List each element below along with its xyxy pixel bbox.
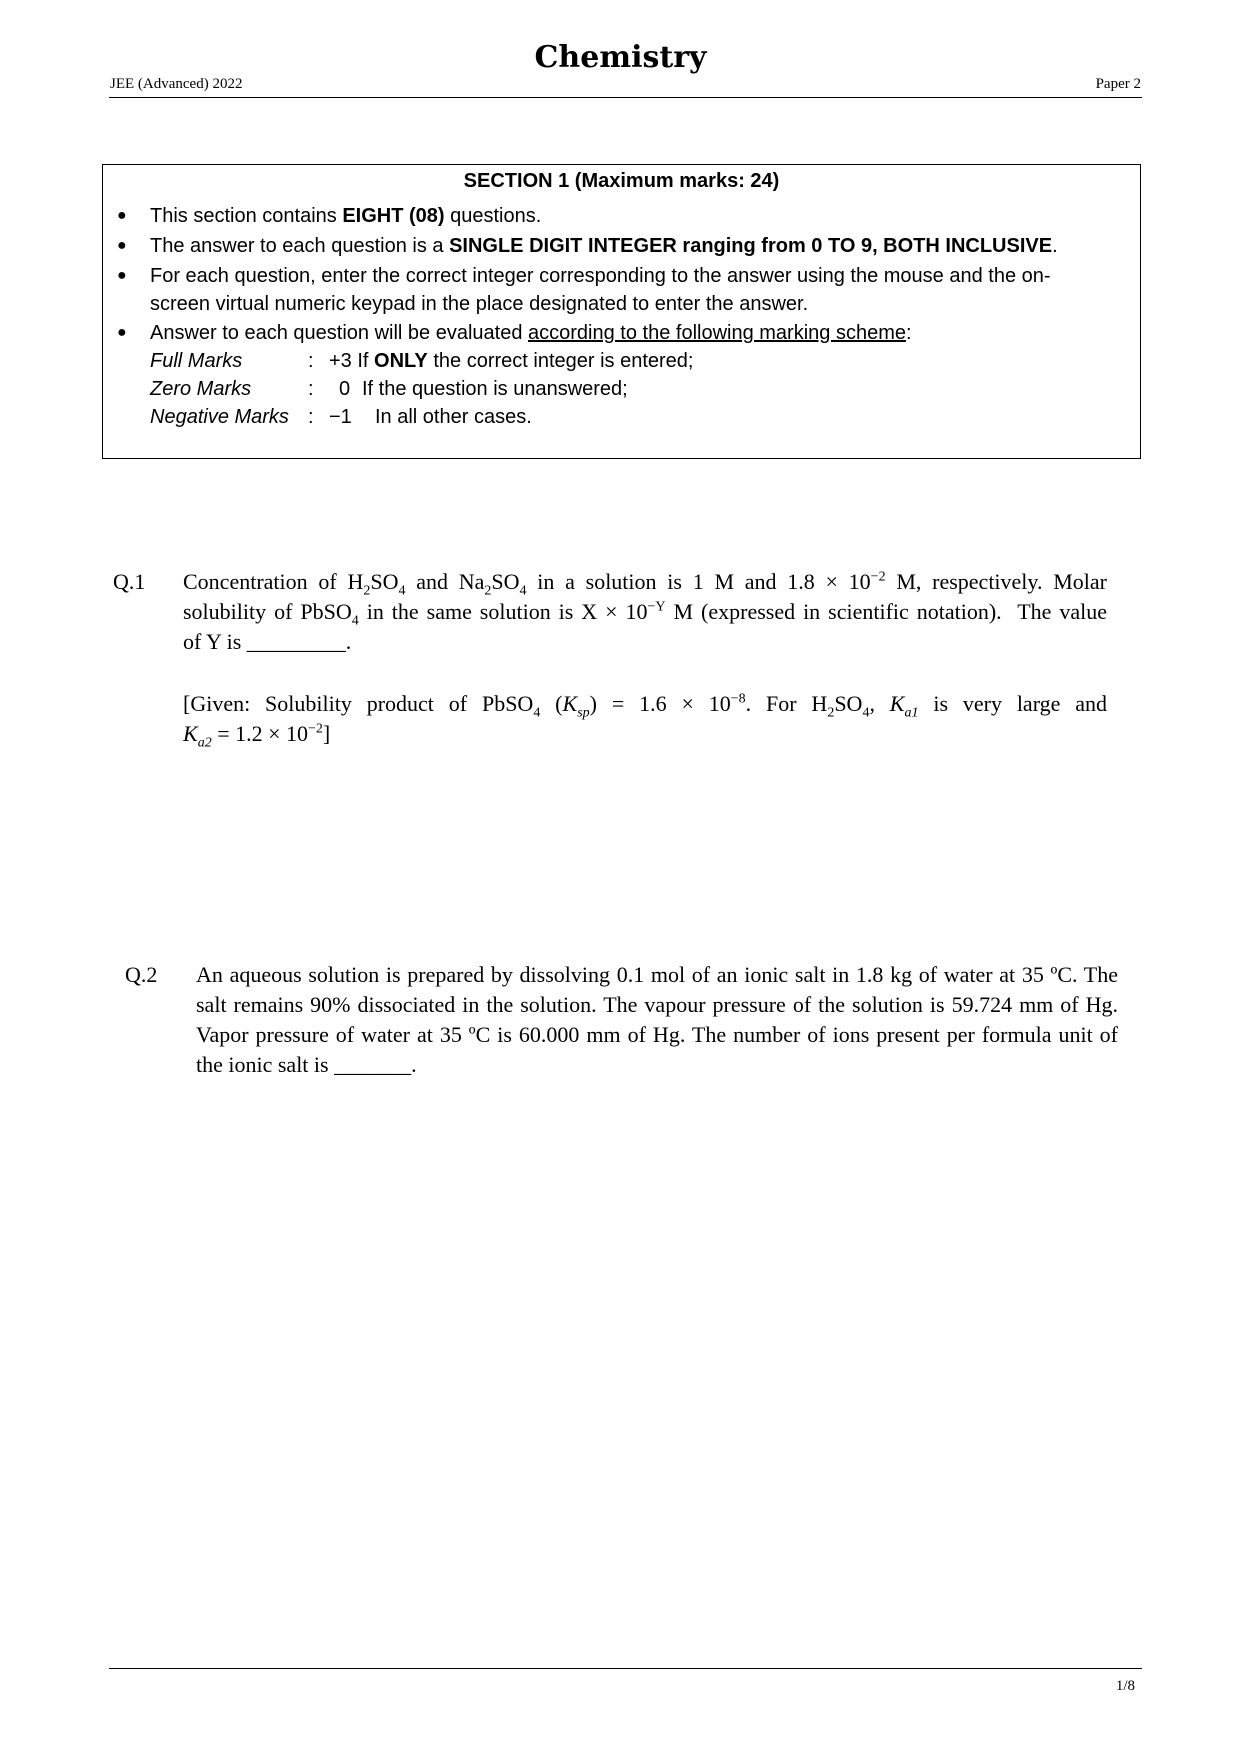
section-title: SECTION 1 (Maximum marks: 24) [463, 170, 780, 192]
bullet-icon: ● [117, 237, 127, 254]
scheme-colon: : [308, 378, 314, 400]
scheme-label-zero: Zero Marks [150, 378, 252, 400]
scheme-label-full: Full Marks [150, 350, 243, 372]
page-number: 1/8 [1115, 1678, 1135, 1694]
scheme-colon: : [308, 406, 314, 428]
question-1-text: Concentration of $H_2SO_4$ and $Na_2SO_4$ in a solution is 1 M and $1.8 \times 10^{-2}$ M, respectively. Molar solubility of PbSO$_4$ in the same solution is $X \times 10^{-Y}$ M (expressed in scientific notation). The value of Y is _________. [183, 569, 1108, 654]
scheme-label-negative: Negative Marks [150, 406, 289, 428]
instruction-line: Answer to each question will be evaluated according to the following marking scheme: [150, 322, 912, 344]
header-divider [109, 97, 1142, 98]
bullet-icon: ● [117, 207, 127, 224]
paper-number: Paper 2 [1095, 76, 1141, 92]
section-instructions-box [102, 164, 1141, 459]
scheme-text-zero: If the question is unanswered; [362, 378, 628, 400]
question-number: Q.2 [125, 962, 158, 987]
page-title: Chemistry [534, 40, 707, 75]
answer-blank: _________ [246, 629, 346, 654]
exam-name: JEE (Advanced) 2022 [110, 76, 243, 92]
scheme-colon: : [308, 350, 314, 372]
scheme-value-full: +3 If ONLY the correct integer is entered; [329, 350, 694, 372]
scheme-value-negative: −1 [329, 406, 352, 428]
scheme-text-negative: In all other cases. [375, 406, 532, 428]
question-number: Q.1 [113, 569, 146, 594]
scheme-value-zero: 0 [339, 378, 351, 400]
question-1-given: [Given: Solubility product of PbSO$_4$ $(K_{sp}) = 1.6 \times 10^{-8}$. For $H_2SO_4$, $K_{a1}$ is very large and $K_{a2} = 1.2 \times 10^{-2}$] [183, 691, 1108, 751]
instruction-line: This section contains EIGHT (08) questions. [150, 205, 542, 227]
instruction-line: The answer to each question is a SINGLE DIGIT INTEGER ranging from 0 TO 9, BOTH INCLUSIVE. [150, 235, 1058, 257]
bullet-icon: ● [117, 324, 127, 341]
instruction-line: screen virtual numeric keypad in the place designated to enter the answer. [150, 293, 809, 315]
bullet-icon: ● [117, 267, 127, 284]
question-2-text: An aqueous solution is prepared by dissolving 0.1 mol of an ionic salt in 1.8 kg of water at 35 ºC. The salt remains 90% dissociated in the solution. The vapour pressure of the solution is 59.724 mm of Hg. Vapor pressure of water at 35 ºC is 60.000 mm of Hg. The number of ions present per formula unit of the ionic salt is _______. [196, 962, 1118, 1077]
footer-divider [109, 1668, 1142, 1669]
instruction-line: For each question, enter the correct integer corresponding to the answer using the mouse and the on- [150, 265, 1051, 287]
